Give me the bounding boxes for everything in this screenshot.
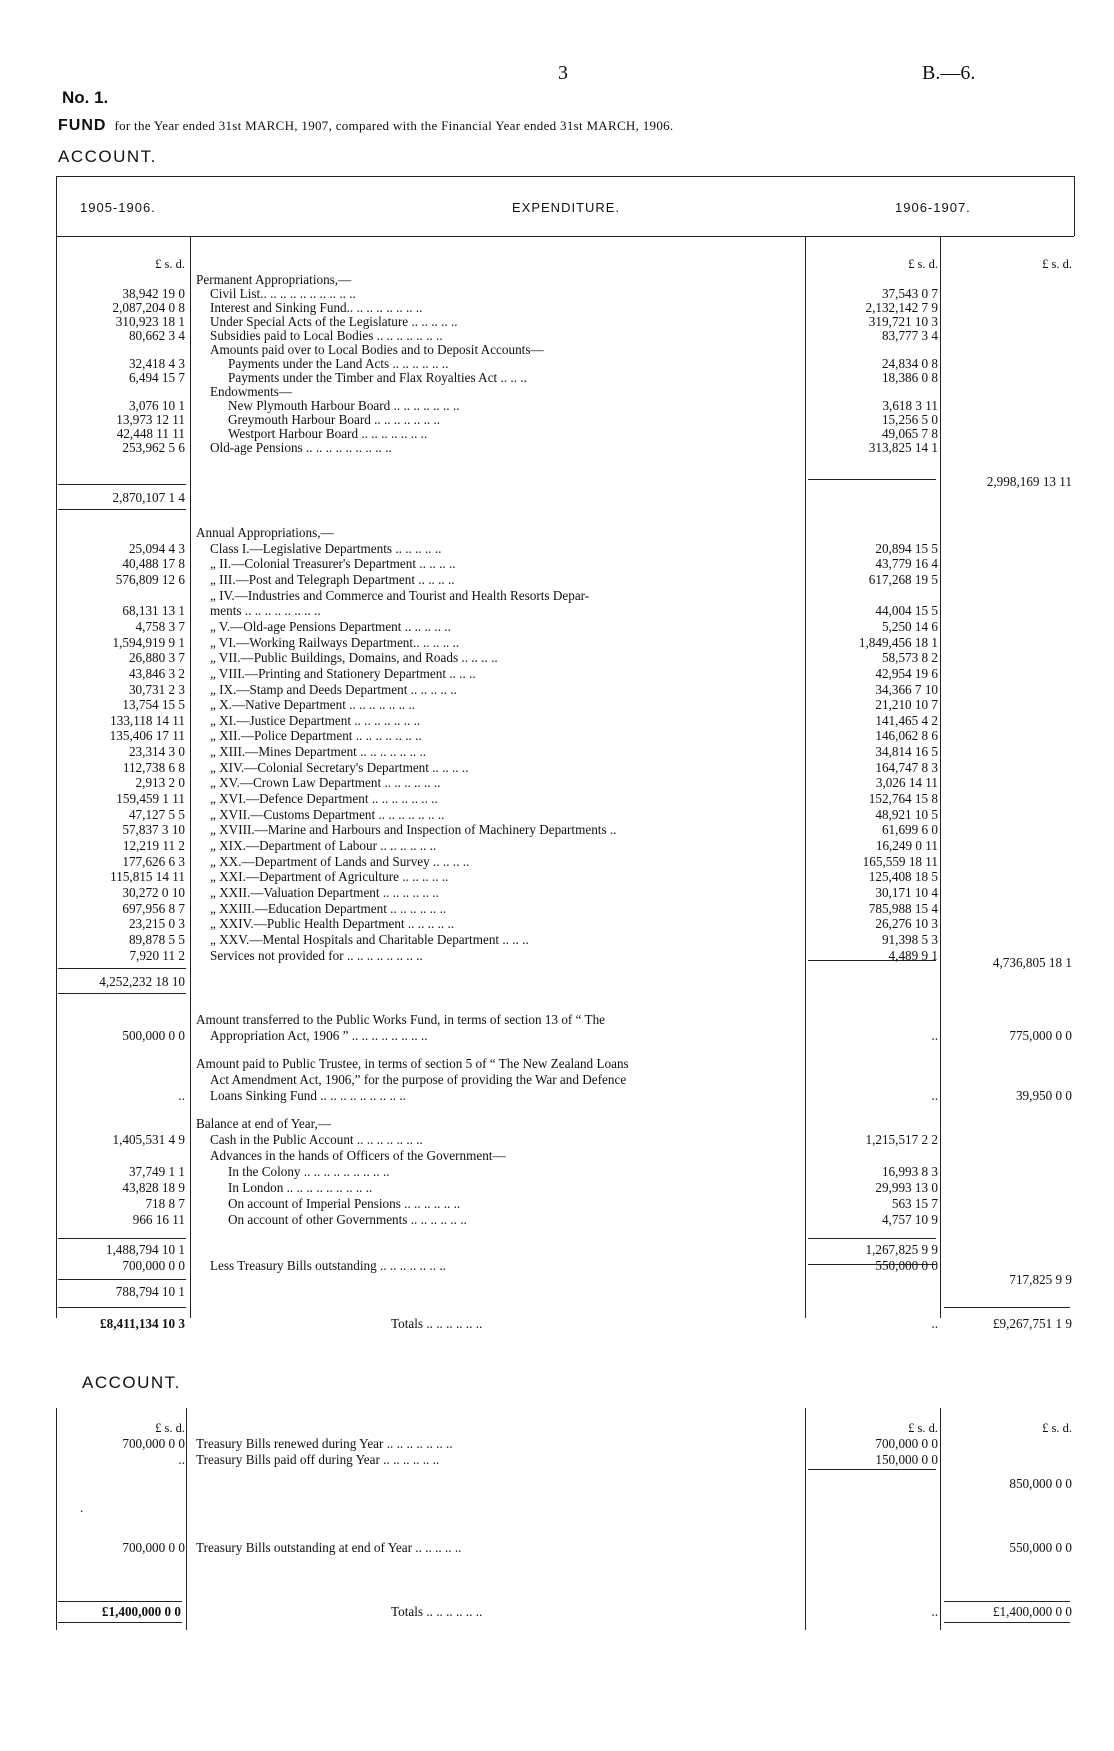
row-prev-amount: 23,215 0 3 [128, 916, 185, 932]
column-curr-year: 1906-1907. [895, 200, 971, 215]
row-prev-amount: 253,962 5 6 [122, 440, 185, 455]
less-bills-prev: 700,000 0 0 [122, 1258, 185, 1273]
fund-word: FUND [58, 117, 107, 134]
renewed-desc: Treasury Bills renewed during Year .. .. .. .. .. .. .. [196, 1436, 453, 1451]
row-sub-amount: 3,618 3 11 [882, 398, 938, 413]
row-prev-amount: 133,118 14 11 [110, 712, 185, 728]
column-expenditure: EXPENDITURE. [512, 200, 621, 215]
row-description: In the Colony .. .. .. .. .. .. .. .. .. [228, 1164, 390, 1179]
row-description: „ XIII.—Mines Department .. .. .. .. .. .. .. [210, 744, 427, 760]
treasury-totals-prev: £1,400,000 0 0 [101, 1604, 181, 1619]
rule [58, 1238, 186, 1239]
row-description: Interest and Sinking Fund.. .. .. .. .. .. .. .. [210, 300, 423, 315]
row-sub-amount: 5,250 14 6 [881, 618, 938, 634]
row-description: „ X.—Native Department .. .. .. .. .. .. .. [210, 697, 416, 713]
paid-desc: Treasury Bills paid off during Year .. .. .. .. .. .. [196, 1452, 440, 1467]
rule [808, 479, 936, 480]
row-prev-amount: 112,738 6 8 [122, 759, 185, 775]
balance-sum-sub: 1,267,825 9 9 [865, 1242, 938, 1257]
row-description: New Plymouth Harbour Board .. .. .. .. .. .. .. [228, 398, 460, 413]
row-prev-amount: 4,758 3 7 [135, 618, 185, 634]
row-sub-amount: 3,026 14 11 [875, 775, 938, 791]
account-title: ACCOUNT. [58, 147, 157, 166]
row-sub-amount: 29,993 13 0 [875, 1180, 938, 1195]
row-prev-amount: 2,913 2 0 [135, 775, 185, 791]
row-prev-amount: 43,828 18 9 [122, 1180, 185, 1195]
row-description: On account of Imperial Pensions .. .. .. .. .. .. [228, 1196, 461, 1211]
rule [58, 1307, 186, 1308]
row-sub-amount: 26,276 10 3 [875, 916, 938, 932]
permanent-total-curr: 2,998,169 13 11 [986, 474, 1072, 489]
units-total: £ s. d. [1042, 257, 1072, 271]
rule [805, 1408, 806, 1630]
units-prev: £ s. d. [155, 257, 185, 271]
row-sub-amount: 44,004 15 5 [875, 603, 938, 619]
row-description: „ XV.—Crown Law Department .. .. .. .. .. .. [210, 775, 441, 791]
rule [58, 484, 186, 485]
public-works-line-2: Appropriation Act, 1906 ” .. .. .. .. .. .. .. .. [210, 1028, 428, 1043]
annual-total-prev: 4,252,232 18 10 [99, 974, 185, 989]
row-prev-amount: 25,094 4 3 [128, 540, 185, 556]
row-sub-amount [808, 525, 938, 541]
row-description: Greymouth Harbour Board .. .. .. .. .. .. .. [228, 412, 441, 427]
rule [58, 509, 186, 510]
units-sub: £ s. d. [908, 257, 938, 271]
rule [944, 1601, 1070, 1602]
row-prev-amount: 13,754 15 5 [122, 697, 185, 713]
row-prev-amount [55, 1148, 185, 1164]
treasury-sum-curr: 850,000 0 0 [1009, 1476, 1072, 1491]
row-description: „ XXIV.—Public Health Department .. .. .. .. .. [210, 916, 455, 932]
row-prev-amount: 135,406 17 11 [109, 728, 185, 744]
trustee-prev: .. [178, 1088, 185, 1103]
totals-label: Totals .. .. .. .. .. .. [391, 1316, 483, 1331]
row-description: „ IX.—Stamp and Deeds Department .. .. .. .. .. [210, 681, 457, 697]
row-sub-amount: 83,777 3 4 [881, 328, 938, 343]
row-description: Payments under the Land Acts .. .. .. .. .. .. [228, 356, 449, 371]
annual-total-curr: 4,736,805 18 1 [992, 955, 1072, 970]
row-description: „ XXV.—Mental Hospitals and Charitable Department .. .. .. [210, 931, 529, 947]
row-sub-amount: 34,366 7 10 [875, 681, 938, 697]
row-sub-amount: 24,834 0 8 [881, 356, 938, 371]
column-prev-year: 1905-1906. [80, 200, 156, 215]
rule [58, 1601, 182, 1602]
row-prev-amount: 697,956 8 7 [122, 900, 185, 916]
row-prev-amount: 7,920 11 2 [129, 947, 185, 963]
row-prev-amount [55, 1116, 185, 1132]
row-total-amount [944, 440, 1072, 456]
fund-title [58, 117, 673, 135]
rule [808, 1238, 936, 1239]
renewed-sub: 700,000 0 0 [875, 1436, 938, 1451]
rule [58, 993, 186, 994]
row-description: Endowments— [210, 384, 293, 399]
balance-net-prev: 788,794 10 1 [115, 1284, 185, 1299]
treasury-units-prev: £ s. d. [155, 1421, 185, 1435]
row-description: „ XXII.—Valuation Department .. .. .. .. .. .. [210, 884, 439, 900]
public-works-line-1: Amount transferred to the Public Works Fund, in terms of section 13 of “ The [196, 1012, 606, 1027]
row-prev-amount: 1,405,531 4 9 [112, 1132, 185, 1147]
row-description: „ II.—Colonial Treasurer's Department .. .. .. .. [210, 556, 456, 572]
permanent-total-prev: 2,870,107 1 4 [112, 490, 185, 505]
row-sub-amount: 48,921 10 5 [875, 806, 938, 822]
stray-dot: . [80, 1500, 84, 1515]
less-bills-sub: 550,000 0 0 [875, 1258, 938, 1273]
row-description: Amounts paid over to Local Bodies and to Deposit Accounts— [210, 342, 544, 357]
outstanding-prev: 700,000 0 0 [122, 1540, 185, 1555]
row-description: „ VI.—Working Railways Department.. .. .. .. .. [210, 634, 460, 650]
row-prev-amount: 13,973 12 11 [116, 412, 185, 427]
row-description: „ V.—Old-age Pensions Department .. .. .. .. .. [210, 618, 451, 634]
row-prev-amount: 2,087,204 0 8 [112, 300, 185, 315]
row-sub-amount: 164,747 8 3 [875, 759, 938, 775]
row-sub-amount: 91,398 5 3 [881, 931, 938, 947]
row-sub-amount: 125,408 18 5 [868, 869, 938, 885]
row-prev-amount: 42,448 11 11 [116, 426, 185, 441]
row-sub-amount: 785,988 15 4 [868, 900, 938, 916]
rule [56, 176, 1074, 177]
trustee-line-2: Act Amendment Act, 1906,” for the purpose of providing the War and Defence [210, 1072, 627, 1087]
fund-line: for the Year ended 31st MARCH, 1907, compared with the Financial Year ended 31st MARCH, 1906. [114, 118, 674, 133]
row-prev-amount: 115,815 14 11 [110, 869, 185, 885]
row-description: On account of other Governments .. .. .. .. .. .. [228, 1212, 467, 1227]
row-description: Cash in the Public Account .. .. .. .. .. .. .. [210, 1132, 423, 1147]
row-description: „ XVI.—Defence Department .. .. .. .. .. .. .. [210, 791, 438, 807]
totals-prev: £8,411,134 10 3 [100, 1316, 185, 1331]
rule [56, 236, 1074, 237]
row-sub-amount: 16,249 0 11 [875, 838, 938, 853]
row-prev-amount: 718 8 7 [145, 1196, 185, 1211]
row-prev-amount: 38,942 19 0 [122, 286, 185, 301]
row-prev-amount: 3,076 10 1 [128, 398, 185, 413]
row-description: Subsidies paid to Local Bodies .. .. .. .. .. .. .. [210, 328, 443, 343]
row-description: „ XXI.—Department of Agriculture .. .. .. .. .. [210, 869, 449, 885]
rule [58, 1622, 182, 1623]
row-description: „ XII.—Police Department .. .. .. .. .. .. .. [210, 728, 422, 744]
rule [808, 1469, 936, 1470]
row-prev-amount: 43,846 3 2 [128, 665, 185, 681]
outstanding-desc: Treasury Bills outstanding at end of Year .. .. .. .. .. [196, 1540, 462, 1555]
row-sub-amount: 319,721 10 3 [868, 314, 938, 329]
row-sub-amount: 16,993 8 3 [881, 1164, 938, 1179]
renewed-prev: 700,000 0 0 [122, 1436, 185, 1451]
row-description: „ IV.—Industries and Commerce and Tourist and Health Resorts Depar- [210, 587, 590, 603]
rule [940, 236, 941, 1318]
row-description: Annual Appropriations,— [196, 525, 334, 540]
row-sub-amount: 15,256 5 0 [881, 412, 938, 427]
row-prev-amount [55, 588, 185, 604]
row-description: „ XXIII.—Education Department .. .. .. .. .. .. [210, 900, 447, 916]
row-description: „ XIV.—Colonial Secretary's Department .. .. .. .. [210, 759, 469, 775]
row-sub-amount: 146,062 8 6 [875, 728, 938, 744]
document-reference: B.—6. [922, 62, 976, 84]
row-description: Balance at end of Year,— [196, 1116, 331, 1131]
row-sub-amount: 1,849,456 18 1 [858, 634, 938, 650]
paid-sub: 150,000 0 0 [875, 1452, 938, 1467]
rule [58, 1279, 186, 1280]
row-description: Under Special Acts of the Legislature .. .. .. .. .. [210, 314, 458, 329]
row-prev-amount: 37,749 1 1 [128, 1164, 185, 1179]
treasury-totals-label: Totals .. .. .. .. .. .. [391, 1604, 483, 1619]
row-description: Old-age Pensions .. .. .. .. .. .. .. .. .. [210, 440, 392, 455]
row-description: Permanent Appropriations,— [196, 272, 352, 287]
rule [940, 1408, 941, 1630]
row-sub-amount: 141,465 4 2 [875, 712, 938, 728]
row-sub-amount: 49,065 7 8 [881, 426, 938, 441]
row-sub-amount: 43,779 16 4 [875, 556, 938, 572]
row-sub-amount: 4,489 9 1 [888, 947, 938, 963]
treasury-units-sub: £ s. d. [908, 1421, 938, 1435]
row-prev-amount: 12,219 11 2 [122, 838, 185, 853]
row-prev-amount: 576,809 12 6 [115, 571, 185, 587]
rule [808, 960, 936, 961]
row-prev-amount: 6,494 15 7 [128, 370, 185, 385]
balance-net-curr: 717,825 9 9 [1009, 1272, 1072, 1287]
row-prev-amount: 159,459 1 11 [116, 791, 185, 807]
paid-prev: .. [178, 1452, 185, 1467]
row-prev-amount: 177,626 6 3 [122, 853, 185, 869]
row-sub-amount: 4,757 10 9 [881, 1212, 938, 1227]
row-prev-amount: 47,127 5 5 [128, 806, 185, 822]
row-description: In London .. .. .. .. .. .. .. .. .. [228, 1180, 373, 1195]
trustee-sub: .. [931, 1088, 938, 1103]
trustee-line-3: Loans Sinking Fund .. .. .. .. .. .. .. .. .. [210, 1088, 406, 1103]
row-prev-amount: 32,418 4 3 [128, 356, 185, 371]
row-prev-amount: 68,131 13 1 [122, 603, 185, 619]
row-prev-amount: 26,880 3 7 [128, 650, 185, 666]
row-prev-amount: 30,731 2 3 [128, 681, 185, 697]
rule [186, 1408, 187, 1630]
row-description: „ XI.—Justice Department .. .. .. .. .. .. .. [210, 712, 421, 728]
totals-curr: £9,267,751 1 9 [992, 1316, 1072, 1331]
row-description: „ VII.—Public Buildings, Domains, and Roads .. .. .. .. [210, 650, 498, 666]
row-description: ments .. .. .. .. .. .. .. .. [210, 603, 321, 619]
trustee-line-1: Amount paid to Public Trustee, in terms of section 5 of “ The New Zealand Loans [196, 1056, 629, 1071]
row-description: Payments under the Timber and Flax Royalties Act .. .. .. [228, 370, 527, 385]
row-description: „ XIX.—Department of Labour .. .. .. .. .. .. [210, 838, 437, 853]
row-sub-amount: 34,814 16 5 [875, 744, 938, 760]
row-prev-amount [55, 525, 185, 541]
row-sub-amount: 313,825 14 1 [868, 440, 938, 455]
rule [944, 1307, 1070, 1308]
row-sub-amount: 1,215,517 2 2 [865, 1132, 938, 1147]
row-sub-amount: 165,559 18 11 [862, 853, 938, 869]
row-prev-amount: 30,272 0 10 [122, 884, 185, 900]
row-sub-amount [808, 1116, 938, 1132]
row-sub-amount: 617,268 19 5 [868, 571, 938, 587]
row-prev-amount: 80,662 3 4 [128, 328, 185, 343]
row-description: „ XVII.—Customs Department .. .. .. .. .. .. .. [210, 806, 445, 822]
trustee-curr: 39,950 0 0 [1015, 1088, 1072, 1103]
treasury-account-title: ACCOUNT. [82, 1373, 181, 1392]
row-sub-amount: 42,954 19 6 [875, 665, 938, 681]
row-prev-amount: 1,594,919 9 1 [112, 634, 185, 650]
row-description: „ VIII.—Printing and Stationery Department .. .. .. [210, 665, 476, 681]
treasury-units-total: £ s. d. [1042, 1421, 1072, 1435]
row-sub-amount: 61,699 6 0 [881, 822, 938, 838]
rule [190, 236, 191, 1318]
row-prev-amount: 966 16 11 [132, 1212, 185, 1227]
row-sub-amount [808, 588, 938, 604]
row-description: Civil List.. .. .. .. .. .. .. .. .. .. [210, 286, 356, 301]
row-sub-amount: 563 15 7 [891, 1196, 938, 1211]
less-bills-desc: Less Treasury Bills outstanding .. .. .. .. .. .. .. [210, 1258, 446, 1273]
public-works-curr: 775,000 0 0 [1009, 1028, 1072, 1043]
row-sub-amount: 20,894 15 5 [875, 540, 938, 556]
rule [58, 968, 186, 969]
row-prev-amount: 89,878 5 5 [128, 931, 185, 947]
page-number: 3 [558, 62, 568, 84]
row-prev-amount: 40,488 17 8 [122, 556, 185, 572]
row-prev-amount: 23,314 3 0 [128, 744, 185, 760]
row-description: „ III.—Post and Telegraph Department .. .. .. .. [210, 571, 455, 587]
row-description: Services not provided for .. .. .. .. .. .. .. .. [210, 947, 423, 963]
row-sub-amount [808, 1148, 938, 1164]
rule [944, 1622, 1070, 1623]
treasury-totals-sub: .. [931, 1604, 938, 1619]
public-works-prev: 500,000 0 0 [122, 1028, 185, 1043]
row-description: „ XVIII.—Marine and Harbours and Inspection of Machinery Departments .. [210, 822, 617, 838]
row-sub-amount: 37,543 0 7 [881, 286, 938, 301]
row-description: Advances in the hands of Officers of the Government— [210, 1148, 506, 1163]
rule [1074, 176, 1075, 236]
treasury-totals-curr: £1,400,000 0 0 [992, 1604, 1072, 1619]
public-works-sub: .. [931, 1028, 938, 1043]
row-description: „ XX.—Department of Lands and Survey .. .. .. .. [210, 853, 470, 869]
balance-sum-prev: 1,488,794 10 1 [105, 1242, 185, 1257]
totals-sub: .. [931, 1316, 938, 1331]
row-sub-amount: 152,764 15 8 [868, 791, 938, 807]
row-sub-amount: 2,132,142 7 9 [865, 300, 938, 315]
row-sub-amount: 21,210 10 7 [875, 697, 938, 713]
row-sub-amount: 18,386 0 8 [881, 370, 938, 385]
outstanding-curr: 550,000 0 0 [1009, 1540, 1072, 1555]
row-description: Class I.—Legislative Departments .. .. .. .. .. [210, 540, 442, 556]
document-number: No. 1. [62, 88, 109, 107]
row-description: Westport Harbour Board .. .. .. .. .. .. .. [228, 426, 428, 441]
row-prev-amount: 57,837 3 10 [122, 822, 185, 838]
rule [808, 1264, 936, 1265]
row-sub-amount: 58,573 8 2 [881, 650, 938, 666]
row-prev-amount: 310,923 18 1 [115, 314, 185, 329]
row-sub-amount: 30,171 10 4 [875, 884, 938, 900]
